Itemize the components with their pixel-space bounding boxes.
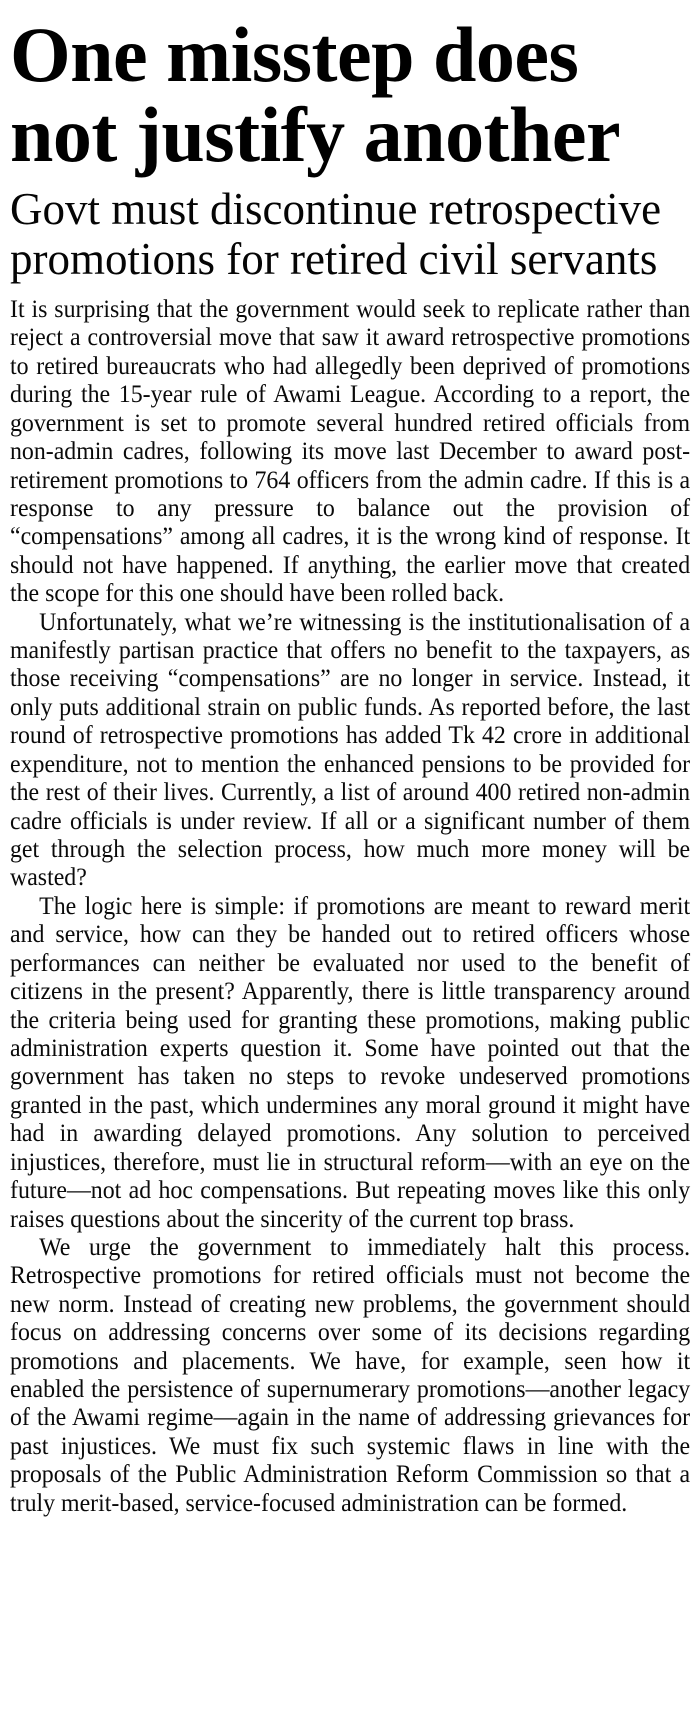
article-subheadline: Govt must discontinue retrospective promotions for retired civil servants xyxy=(10,184,662,284)
article-headline: One misstep does not justify another xyxy=(10,11,621,178)
article-paragraph: The logic here is simple: if promotions are meant to reward merit and service, how can they be handed out to retired officers whose performances can neither be evaluated nor used to the benefit of citizens in the present? Apparently, there is little transparency around the criteria being used for granting these promotions, making public administration experts question it. Some have pointed out that the government has taken no steps to revoke undeserved promotions granted in the past, which undermines any moral ground it might have had in awarding delayed promotions. Any solution to perceived injustices, therefore, must lie in structural reform—with an eye on the future—not ad hoc compensations. But repeating moves like this only raises questions about the sincerity of the current top brass. xyxy=(10,891,691,1233)
article-paragraph: It is surprising that the government would seek to replicate rather than reject a controversial move that saw it award retrospective promotions to retired bureaucrats who had allegedly been deprived of promotions during the 15-year rule of Awami League. According to a report, the government is set to promote several hundred retired officials from non-admin cadres, following its move last December to award post-retirement promotions to 764 officers from the admin cadre. If this is a response to any pressure to balance out the provision of “compensations” among all cadres, it is the wrong kind of response. It should not have happened. If anything, the earlier move that created the scope for this one should have been rolled back. xyxy=(10,295,691,608)
article-paragraph: We urge the government to immediately halt this process. Retrospective promotions for retired officials must not become the new norm. Instead of creating new problems, the government should focus on addressing concerns over some of its decisions regarding promotions and placements. We have, for example, seen how it enabled the persistence of supernumerary promotions—another legacy of the Awami regime—again in the name of addressing grievances for past injustices. We must fix such systemic flaws in line with the proposals of the Public Administration Reform Commission so that a truly merit-based, service-focused administration can be formed. xyxy=(10,1232,691,1517)
article-body xyxy=(10,295,690,1517)
article-paragraph: Unfortunately, what we’re witnessing is the institutionalisation of a manifestly partisan practice that offers no benefit to the taxpayers, as those receiving “compensations” are no longer in service. Instead, it only puts additional strain on public funds. As reported before, the last round of retrospective promotions has added Tk 42 crore in additional expenditure, not to mention the enhanced pensions to be provided for the rest of their lives. Currently, a list of around 400 retired non-admin cadre officials is under review. If all or a significant number of them get through the selection process, how much more money will be wasted? xyxy=(10,607,691,892)
